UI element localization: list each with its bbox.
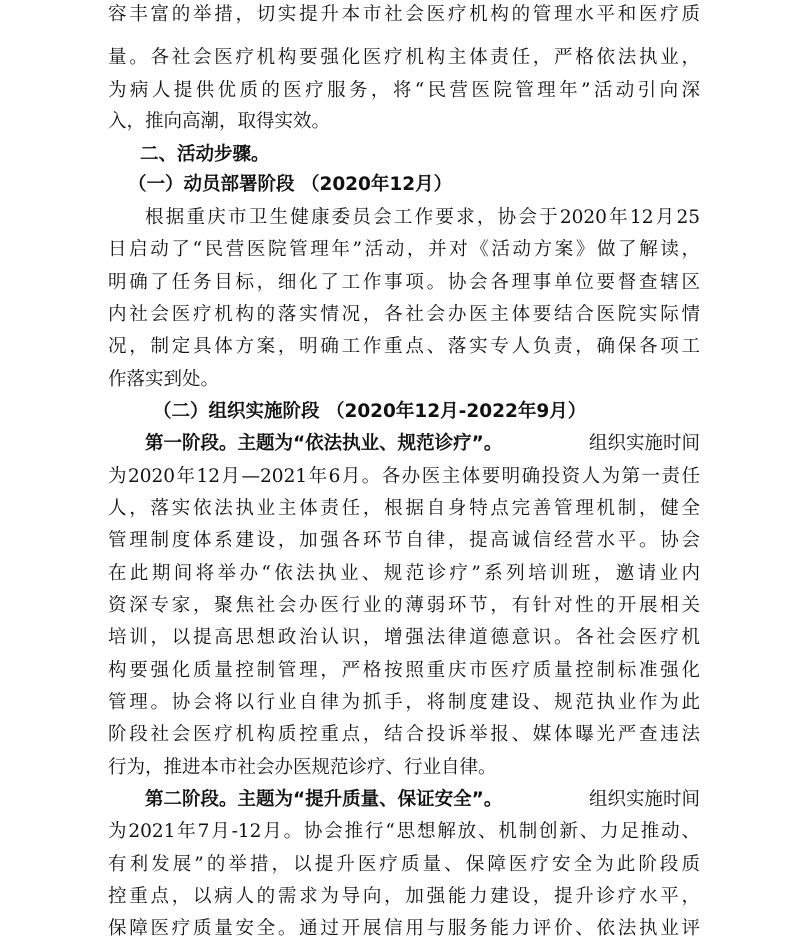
paragraph-line: 为2021年7月-12月。协会推行“思想解放、机制创新、力足推动、 <box>108 821 700 842</box>
paragraph-line: 入，推向高潮，取得实效。 <box>108 111 331 132</box>
paragraph-line: 行为，推进本市社会办医规范诊疗、行业自律。 <box>108 757 497 778</box>
paragraph-line: 培训，以提高思想政治认识，增强法律道德意识。各社会医疗机 <box>108 627 700 648</box>
paragraph-line: 有利发展”的举措，以提升医疗质量、保障医疗安全为此阶段质 <box>108 854 700 875</box>
paragraph-line: 保障医疗质量安全。通过开展信用与服务能力评价、依法执业评 <box>108 918 700 939</box>
paragraph-line: 在此期间将举办“依法执业、规范诊疗”系列培训班，邀请业内 <box>108 563 700 584</box>
document-page <box>108 0 700 947</box>
stage-title: 第二阶段。主题为“提升质量、保证安全”。 <box>145 789 503 810</box>
paragraph-line: 控重点，以病人的需求为导向，加强能力建设，提升诊疗水平， <box>108 886 700 907</box>
paragraph-line: 内社会医疗机构的落实情况，各社会办医主体要结合医院实际情 <box>108 304 700 325</box>
stage-title: 第一阶段。主题为“依法执业、规范诊疗”。 <box>145 433 503 454</box>
paragraph-line: 作落实到处。 <box>108 369 220 390</box>
paragraph-line: 明确了任务目标，细化了工作事项。协会各理事单位要督查辖区 <box>108 272 700 293</box>
paragraph-line: 资深专家，聚焦社会办医行业的薄弱环节，有针对性的开展相关 <box>108 595 700 616</box>
paragraph-line <box>145 429 700 459</box>
paragraph-line: 阶段社会医疗机构质控重点，结合投诉举报、媒体曝光严查违法 <box>108 724 700 745</box>
paragraph-line: 为病人提供优质的医疗服务，将“民营医院管理年”活动引向深 <box>108 80 700 101</box>
paragraph-line: 容丰富的举措，切实提升本市社会医疗机构的管理水平和医疗质 <box>108 4 700 25</box>
stage-text: 组织实施时间 <box>588 789 700 810</box>
paragraph-line: 为2020年12月—2021年6月。各办医主体要明确投资人为第一责任 <box>108 466 700 487</box>
paragraph-line: 日启动了“民营医院管理年”活动，并对《活动方案》做了解读， <box>108 239 700 260</box>
paragraph-line: 量。各社会医疗机构要强化医疗机构主体责任，严格依法执业， <box>108 47 700 68</box>
subsection-heading: （二）组织实施阶段 （2020年12月-2022年9月） <box>153 401 587 422</box>
paragraph-line: 人，落实依法执业主体责任，根据自身特点完善管理机制，健全 <box>108 498 700 519</box>
paragraph-line: 根据重庆市卫生健康委员会工作要求，协会于2020年12月25 <box>145 207 700 228</box>
paragraph-line: 构要强化质量控制管理，严格按照重庆市医疗质量控制标准强化 <box>108 660 700 681</box>
subsection-heading: （一）动员部署阶段 （2020年12月） <box>128 174 453 195</box>
paragraph-line: 管理。协会将以行业自律为抓手，将制度建设、规范执业作为此 <box>108 692 700 713</box>
section-heading: 二、活动步骤。 <box>140 144 270 165</box>
stage-text: 组织实施时间 <box>588 433 700 454</box>
paragraph-line: 管理制度体系建设，加强各环节自律，提高诚信经营水平。协会 <box>108 530 700 551</box>
paragraph-line <box>145 785 700 815</box>
paragraph-line: 况，制定具体方案，明确工作重点、落实专人负责，确保各项工 <box>108 336 700 357</box>
